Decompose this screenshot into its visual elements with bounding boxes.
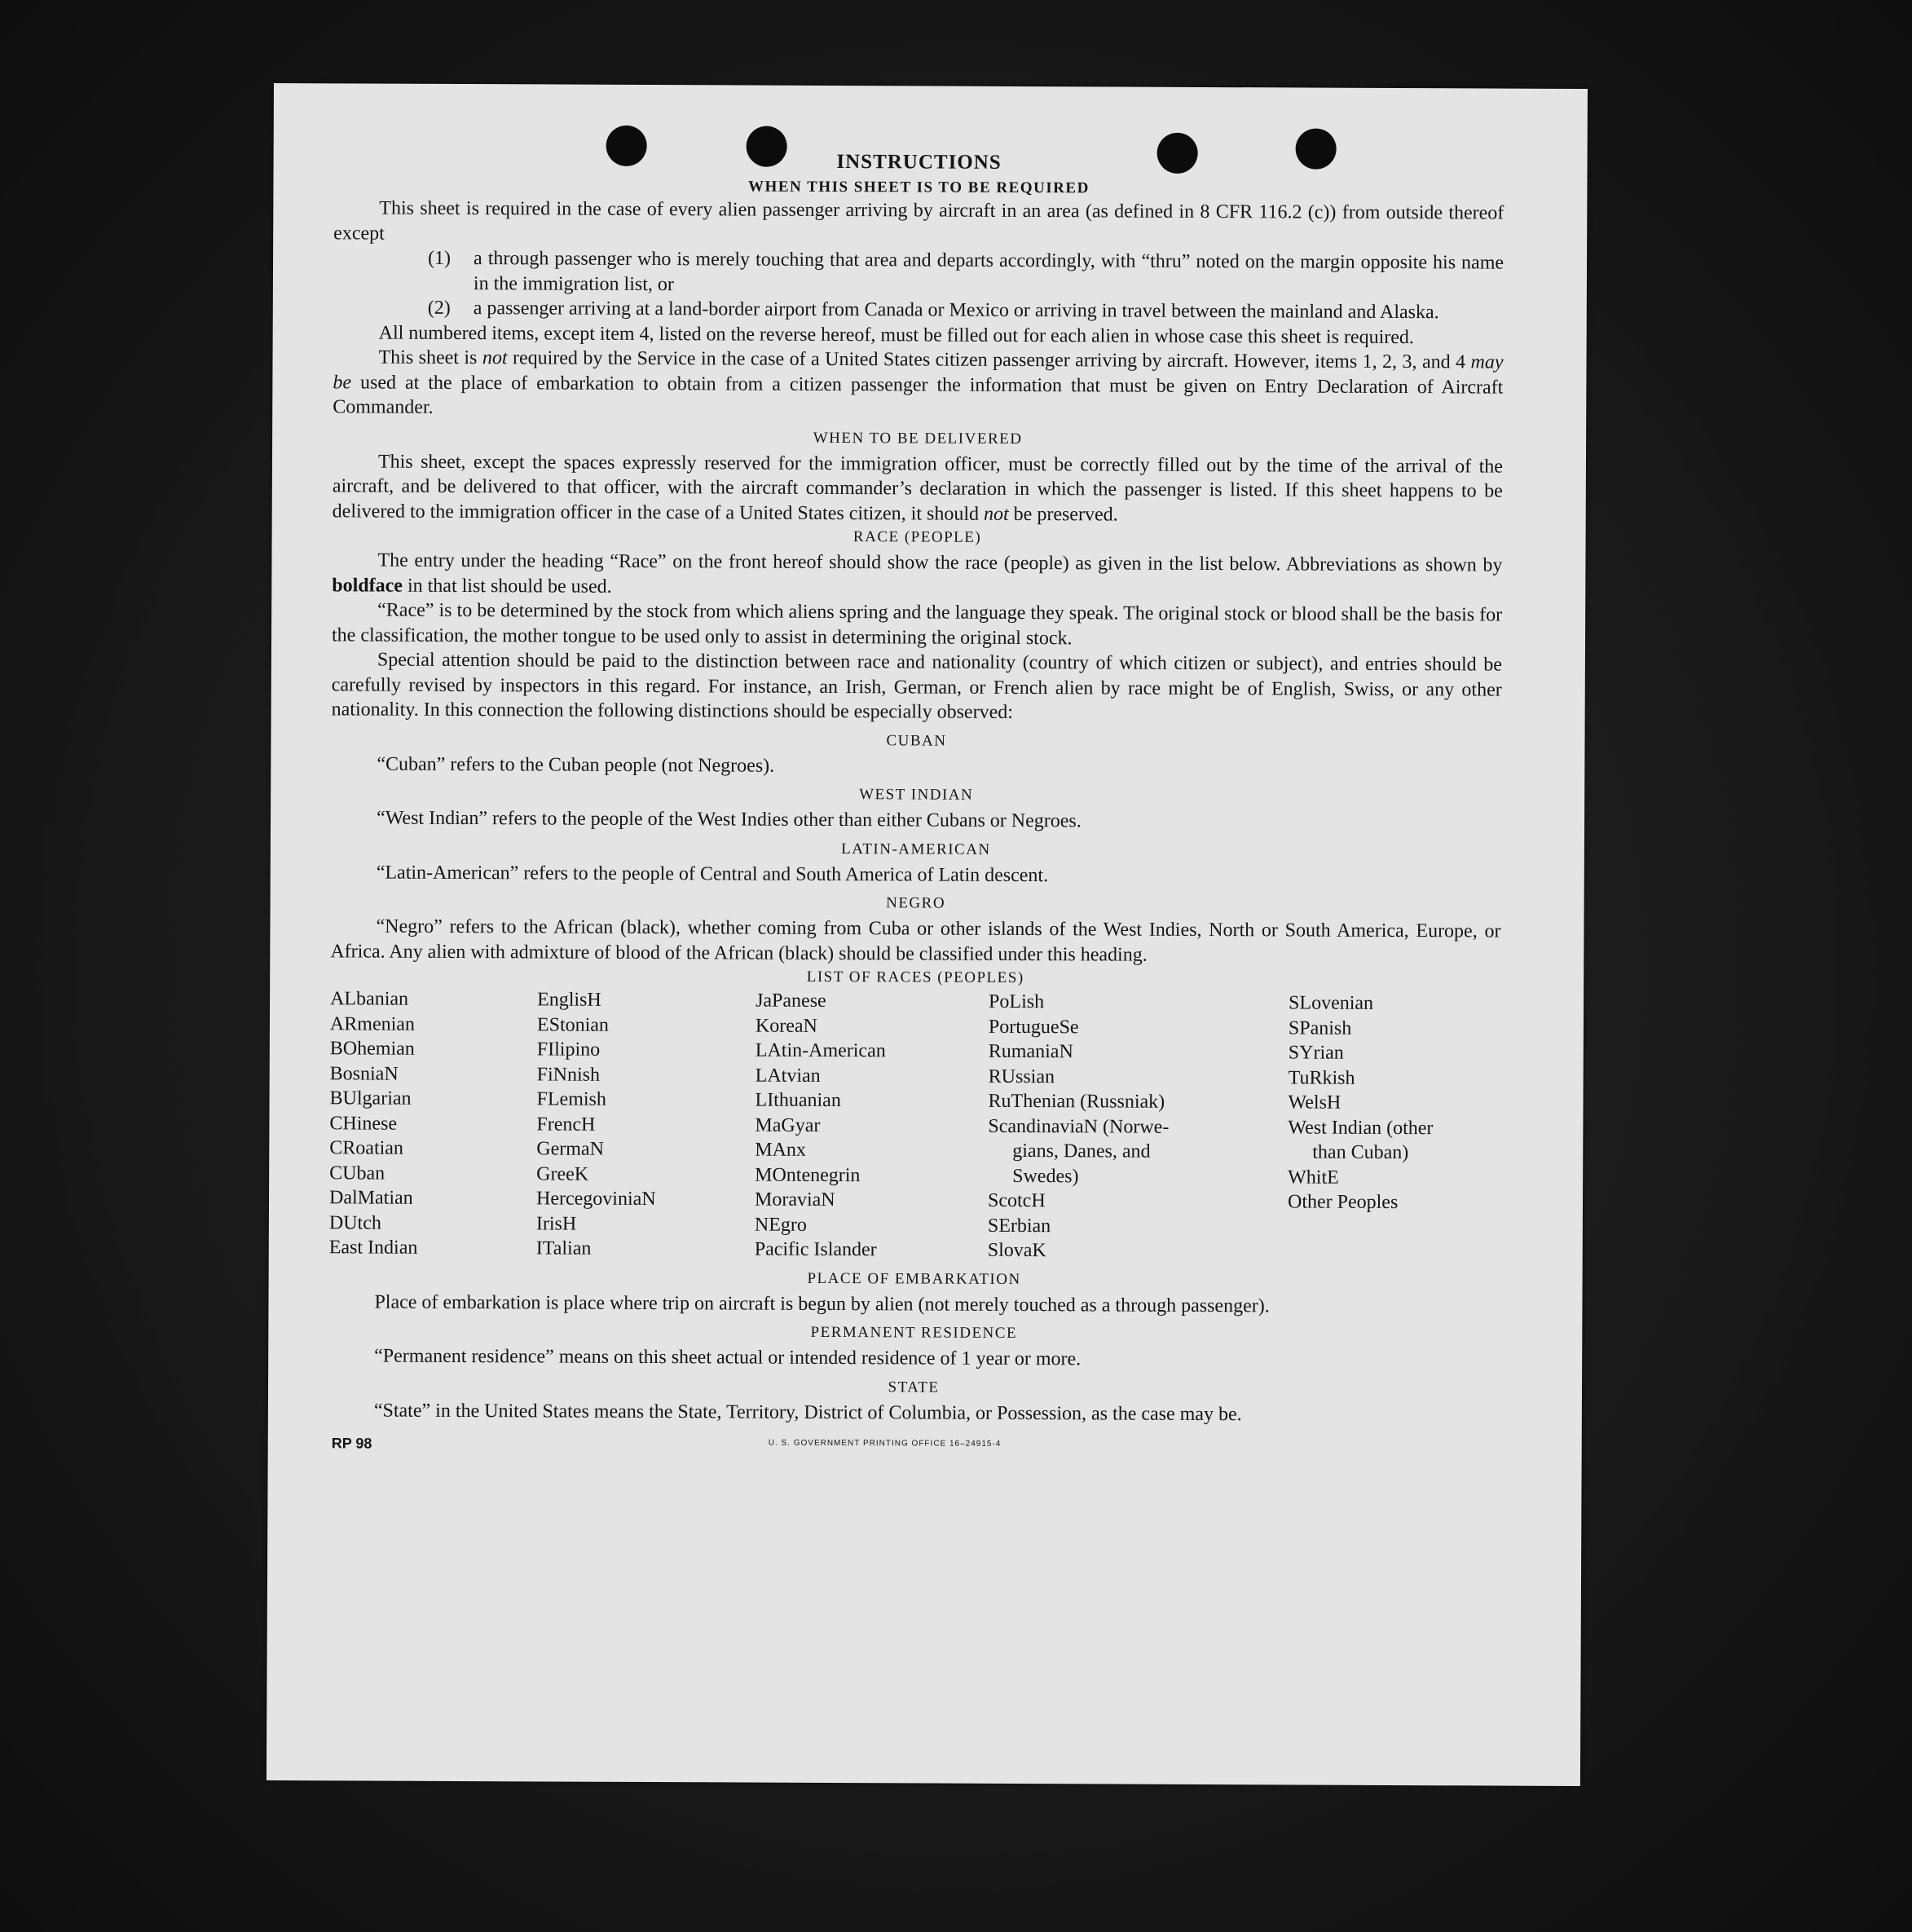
section-heading-negro: NEGRO [886,894,946,912]
race-entry: WhitE [1288,1166,1339,1189]
race-entry: HercegoviniaN [535,1188,656,1211]
section-heading-races-list: LIST OF RACES (PEOPLES) [806,968,1024,987]
race-entry: West Indian (other [1288,1116,1434,1139]
race-entry: ALbanian [330,988,409,1010]
race-entry: ScotcH [987,1189,1046,1212]
race-entry: FrencH [536,1113,596,1136]
race-entry: MoraviaN [754,1189,835,1211]
paragraph-race-stock: “Race” is to be determined by the stock from which aliens spring and the language they speak. The original stock or blood shall be the basis for the classification, the mother tongue to be used only to assist in determining the original stock. [331,599,1503,649]
race-entry-continued: Swedes) [1012,1165,1079,1187]
document-body [328,148,1504,1458]
paragraph-cuban: “Cuban” refers to the Cuban people (not Negroes). [377,753,775,777]
section-heading-state: STATE [888,1378,940,1396]
race-entry: NEgro [754,1214,807,1236]
race-entry: DUtch [328,1211,381,1234]
race-entry: CRoatian [329,1137,404,1159]
race-entry: Pacific Islander [754,1238,877,1261]
race-entry: SPanish [1288,1017,1352,1039]
race-entry: TuRkish [1288,1066,1355,1089]
race-entry: KoreaN [755,1015,817,1037]
race-entry: GermaN [536,1138,604,1160]
race-entry: EStonian [536,1013,610,1036]
race-entry: PoLish [989,990,1045,1013]
race-entry: Other Peoples [1287,1191,1399,1214]
race-entry: PortugueSe [988,1016,1079,1038]
race-entry: CUban [329,1162,385,1184]
race-entry: SErbian [987,1215,1051,1237]
race-entry: MaGyar [755,1114,821,1136]
section-heading-delivered: WHEN TO BE DELIVERED [813,429,1023,448]
race-entry: MOntenegrin [755,1164,861,1186]
paragraph-negro: “Negro” refers to the African (black), whether coming from Cuba or other islands of the West Indies, North or South America, Europe, or Africa. Any alien with admixture of blood of the African (black) should be classified under this heading. [330,915,1501,966]
race-entry: ITalian [535,1237,592,1259]
races-column-2 [536,987,756,1262]
race-entry: RuThenian (Russniak) [988,1090,1165,1113]
paragraph-delivered: This sheet, except the spaces expressly reserved for the immigration officer, must be correctly filled out by the time of the arrival of the aircraft, and be delivered to that officer, with the aircraft commander’s declaration in which the passenger is listed. If this sheet happens to be delivered to the immigration officer in the case of a United States citizen, it should not be preserved. [332,451,1504,526]
race-entry: BUlgarian [329,1087,412,1109]
paragraph-residence: “Permanent residence” means on this sheet actual or intended residence of 1 year or more. [374,1345,1082,1370]
race-entry: IrisH [535,1212,577,1235]
section-heading-race: RACE (PEOPLE) [852,528,982,546]
race-entry: DalMatian [328,1187,413,1209]
exception-text: a through passenger who is merely touching that area and departs accordingly, with “thru” noted on the margin opposite his name in the immigration list, or [473,248,1504,295]
race-entry: ARmenian [329,1012,416,1035]
races-column-4 [988,990,1289,1264]
races-column-3 [755,989,989,1264]
race-entry-continued: than Cuban) [1312,1141,1409,1164]
paragraph-required-intro: This sheet is required in the case of every alien passenger arriving by aircraft in an area (as defined in 8 CFR 116.2 (c)) from outside thereof except [333,197,1504,245]
paragraph-race-entry: The entry under the heading “Race” on the front hereof should show the race (people) as given in the list below. Abbreviations as shown by boldface in that list should be used. [332,549,1503,598]
race-entry: BOhemian [329,1038,415,1060]
race-entry: FiNnish [536,1063,601,1086]
race-entry: FIlipino [536,1039,601,1061]
race-entry: SlovaK [987,1239,1046,1262]
form-code: RP 98 [331,1435,372,1452]
section-heading-west-indian: WEST INDIAN [859,786,974,804]
race-entry: LIthuanian [755,1089,841,1112]
exception-text: a passenger arriving at a land-border airport from Canada or Mexico or arriving in travel between the mainland and Alaska. [473,298,1439,324]
page-footer [328,1429,1499,1458]
race-entry: FLemish [536,1088,606,1110]
race-entry: GreeK [536,1162,589,1185]
race-entry: BosniaN [329,1062,399,1085]
section-heading-embarkation: PLACE OF EMBARKATION [807,1269,1021,1288]
races-column-1 [329,986,537,1261]
race-entry-continued: gians, Danes, and [1012,1140,1151,1162]
exception-item [333,245,1504,300]
section-heading-latin-american: LATIN-AMERICAN [841,840,991,858]
race-entry: RumaniaN [988,1040,1073,1063]
paragraph-numbered-items: All numbered items, except item 4, listed on the reverse hereof, must be filled out for each alien in whose case this sheet is required. [378,322,1414,348]
section-heading-cuban: CUBAN [886,731,947,750]
race-entry: EnglisH [537,989,601,1011]
paragraph-state: “State” in the United States means the State, Territory, District of Columbia, or Possession, as the case may be. [373,1400,1242,1425]
section-heading-required: WHEN THIS SHEET IS TO BE REQUIRED [748,178,1090,197]
paragraph-latin-american: “Latin-American” refers to the people of Central and South America of Latin descent. [376,862,1049,886]
race-entry: CHinese [329,1112,398,1135]
race-entry: East Indian [328,1237,418,1259]
section-heading-residence: PERMANENT RESIDENCE [810,1323,1018,1342]
races-column-5 [1288,990,1500,1265]
race-entry: MAnx [755,1139,807,1161]
paragraph-citizen: This sheet is not required by the Service in the case of a United States citizen passenger arriving by aircraft. However, items 1, 2, 3, and 4 may be used at the place of embarkation to obtain from a citizen passenger the information that must be given on Entry Declaration of Aircraft Commander. [333,346,1504,418]
exception-number: (1) [428,247,452,269]
document-sheet [267,83,1588,1786]
race-entry: LAtvian [755,1065,821,1087]
race-entry: SYrian [1288,1042,1344,1064]
races-list [329,986,1500,1265]
race-entry: JaPanese [756,990,826,1012]
race-entry: RUssian [988,1065,1055,1087]
race-entry: ScandinaviaN (Norwe- [988,1115,1170,1138]
exception-number: (2) [427,297,451,319]
paragraph-west-indian: “West Indian” refers to the people of the West Indies other than either Cubans or Negroes. [377,807,1082,832]
race-entry: WelsH [1288,1092,1341,1114]
paragraph-race-nationality: Special attention should be paid to the distinction between race and nationality (country of which citizen or subject), and entries should be carefully revised by inspectors in this regard. For instance, an Irish, German, or French alien by race might be of English, Swiss, or any other nationality. In this connection the following distinctions should be especially observed: [331,649,1502,723]
race-entry: LAtin-American [755,1039,886,1062]
race-entry: SLovenian [1289,992,1374,1014]
paragraph-embarkation: Place of embarkation is place where trip on aircraft is begun by alien (not merely touched as a through passenger). [374,1291,1270,1317]
printer-imprint: U. S. GOVERNMENT PRINTING OFFICE 16–24915-4 [768,1438,1002,1449]
page-title: INSTRUCTIONS [836,151,1002,174]
